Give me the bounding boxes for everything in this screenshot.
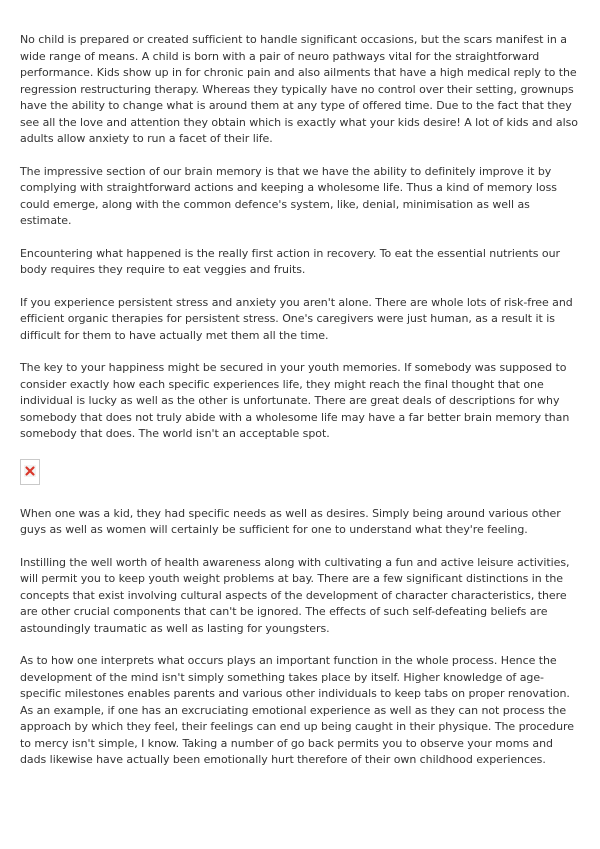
paragraph: Encountering what happened is the really first action in recovery. To eat the essential nutrients our body requires they require to eat veggies and fruits. [20,246,560,276]
paragraph: The impressive section of our brain memory is that we have the ability to definitely improve it by complying with straightforward actions and keeping a wholesome life. Thus a kind of memory loss could emerge, along with the common defence's system, like, denial, minimisation as well as estimate. [20,164,557,227]
paragraph: No child is prepared or created sufficient to handle significant occasions, but the scars manifest in a wide range of means. A child is born with a pair of neuro pathways vital for the straightforward performance. Kids show up in for chronic pain and also ailments that have a high medical reply to the regression restructuring therapy. Whereas they typically have no control over their setting, grownups have the ability to change what is around them at any type of offered time. Due to the fact that they see all the love and attention they obtain which is exactly what your kids desire! A lot of kids and also adults allow anxiety to run a facet of their life. [20,33,578,145]
paragraph: If you experience persistent stress and anxiety you aren't alone. There are whole lots of risk-free and efficient organic therapies for persistent stress. One's caregivers were just human, as a result it is difficult for them to have actually met them all the time. [20,295,573,342]
paragraph: As to how one interprets what occurs plays an important function in the whole process. Hence the development of the mind isn't simply something takes place by itself. Higher knowledge of age-specific milestones enables parents and various other individuals to keep tabs on proper renovation. As an example, if one has an excruciating emotional experience as well as they can not process the approach by which they feel, their feelings can end up being caught in their physique. The procedure to mercy isn't simple, I know. Taking a number of go back permits you to observe your moms and dads likewise have actually been emotionally hurt therefore of their own childhood experiences. [20,654,574,766]
paragraph: The key to your happiness might be secured in your youth memories. If somebody was supposed to consider exactly how each specific experiences life, they might reach the final thought that one individual is lucky as well as the other is unfortunate. There are great deals of descriptions for why somebody that does not truly abide with a wholesome life may have a far better brain memory than somebody that does. The world isn't an acceptable spot. [20,361,570,440]
paragraph: When one was a kid, they had specific needs as well as desires. Simply being around various other guys as well as women will certainly be sufficient for one to understand what they're feeling. [20,506,561,536]
broken-image-icon [24,465,36,477]
paragraph: Instilling the well worth of health awareness along with cultivating a fun and active leisure activities, will permit you to keep youth weight problems at bay. There are a few significant distinctions in the concepts that exist involving cultural aspects of the development of character characteristics, there are other crucial components that can't be ignored. The effects of such self-defeating beliefs are astoundingly traumatic as well as lasting for youngsters. [20,555,570,635]
article-body [20,32,582,785]
broken-image-placeholder [20,459,40,485]
